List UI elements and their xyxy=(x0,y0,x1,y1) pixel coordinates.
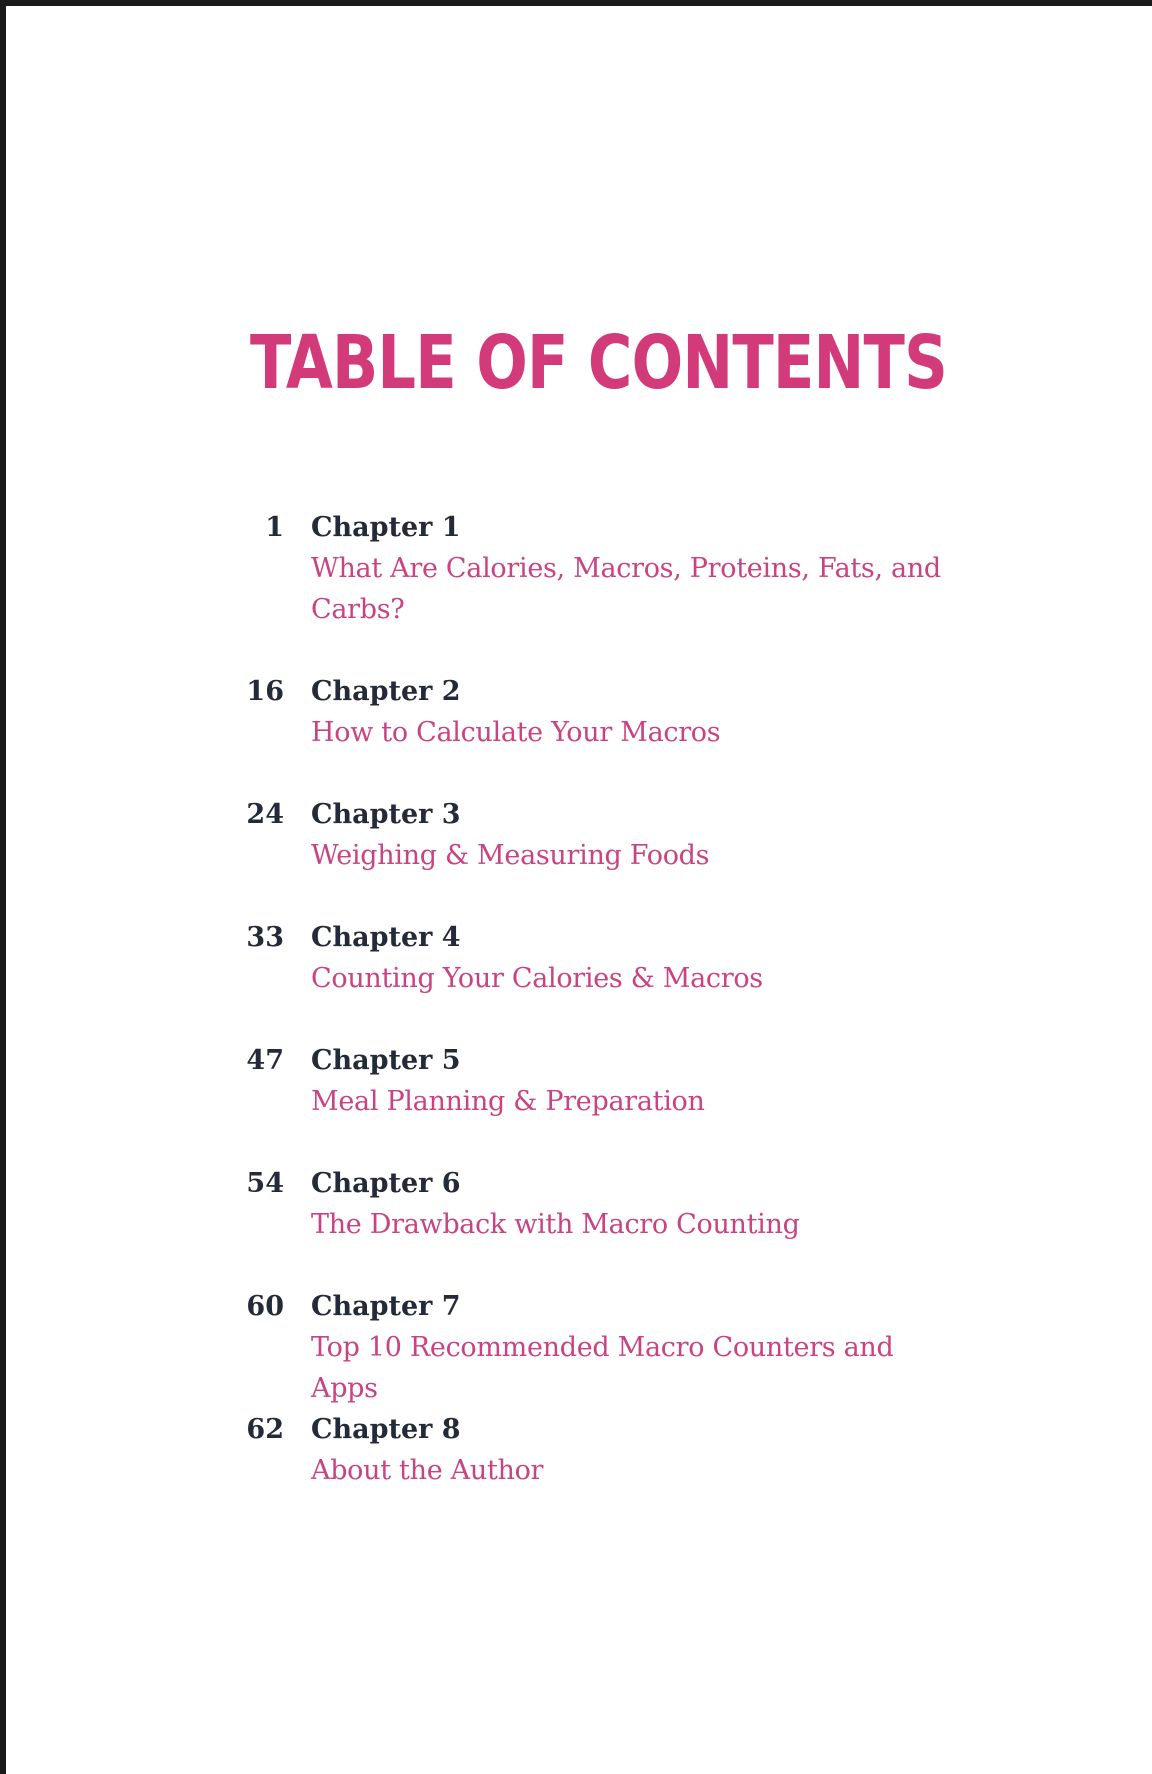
toc-page-number: 47 xyxy=(246,1045,284,1076)
toc-page-number: 33 xyxy=(246,922,284,953)
toc-page-number: 54 xyxy=(246,1168,284,1199)
toc-chapter-label: Chapter 2 xyxy=(311,676,461,707)
toc-chapter-label: Chapter 1 xyxy=(311,512,461,543)
toc-chapter-subtitle: How to Calculate Your Macros xyxy=(311,717,721,748)
document-page xyxy=(6,6,1152,1774)
toc-chapter-subtitle: About the Author xyxy=(311,1455,544,1486)
toc-page-number: 16 xyxy=(246,676,284,707)
toc-chapter-label: Chapter 6 xyxy=(311,1168,461,1199)
toc-entry-6[interactable] xyxy=(6,1164,1152,1287)
toc-chapter-subtitle: Meal Planning & Preparation xyxy=(311,1086,705,1117)
toc-chapter-label: Chapter 3 xyxy=(311,799,461,830)
toc-chapter-label: Chapter 7 xyxy=(311,1291,461,1322)
toc-page-number: 1 xyxy=(265,512,284,543)
toc-page-number: 60 xyxy=(246,1291,284,1322)
toc-entry-5[interactable] xyxy=(6,1041,1152,1164)
toc-chapter-subtitle: What Are Calories, Macros, Proteins, Fats, and Carbs? xyxy=(311,553,941,625)
toc-entry-3[interactable] xyxy=(6,795,1152,918)
toc-chapter-subtitle: Counting Your Calories & Macros xyxy=(311,963,763,994)
toc-entry-1[interactable] xyxy=(6,508,1152,672)
toc-title: TABLE OF CONTENTS xyxy=(250,320,947,406)
toc-chapter-label: Chapter 5 xyxy=(311,1045,461,1076)
toc-entry-4[interactable] xyxy=(6,918,1152,1041)
toc-entry-7[interactable] xyxy=(6,1287,1152,1410)
toc-page-number: 62 xyxy=(246,1414,284,1445)
toc-page-number: 24 xyxy=(246,799,284,830)
toc-chapter-label: Chapter 8 xyxy=(311,1414,461,1445)
toc-entry-8[interactable] xyxy=(6,1410,1152,1533)
toc-chapter-subtitle: Top 10 Recommended Macro Counters and Apps xyxy=(311,1332,894,1404)
toc-chapter-subtitle: Weighing & Measuring Foods xyxy=(311,840,710,871)
toc-entry-2[interactable] xyxy=(6,672,1152,795)
toc-chapter-label: Chapter 4 xyxy=(311,922,461,953)
toc-chapter-subtitle: The Drawback with Macro Counting xyxy=(311,1209,800,1240)
toc-list xyxy=(6,508,1152,1533)
